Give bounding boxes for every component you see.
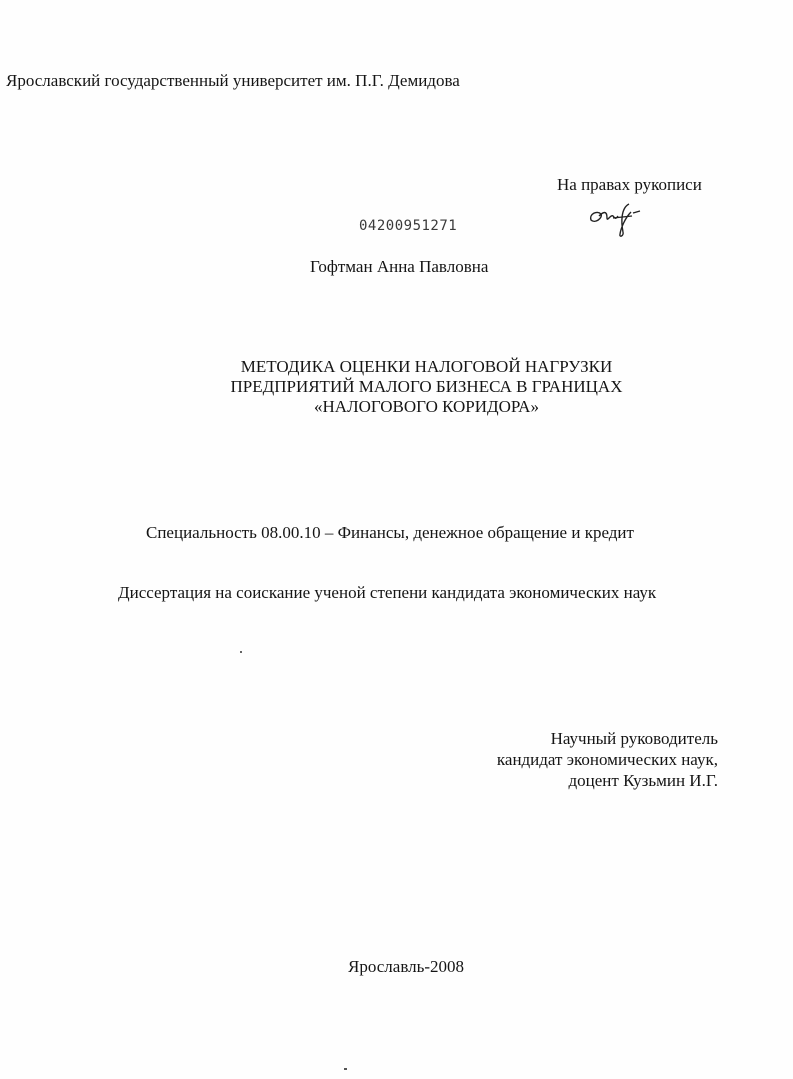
dissertation-title (30, 357, 793, 417)
advisor-block (497, 728, 718, 791)
registration-number: 04200951271 (359, 218, 458, 234)
city-year: Ярославль-2008 (348, 957, 465, 976)
university-name: Ярославский государственный университет им. П.Г. Демидова (6, 71, 460, 90)
title-line: МЕТОДИКА ОЦЕНКИ НАЛОГОВОЙ НАГРУЗКИ (240, 357, 613, 376)
advisor-line: Научный руководитель (550, 729, 718, 748)
advisor-line: доцент Кузьмин И.Г. (568, 771, 718, 790)
rights-notice: На правах рукописи (557, 175, 702, 194)
title-line: «НАЛОГОВОГО КОРИДОРА» (314, 397, 539, 416)
degree-line: Диссертация на соискание ученой степени кандидата экономических наук (118, 583, 657, 602)
author-name: Гофтман Анна Павловна (310, 257, 489, 276)
title-line: ПРЕДПРИЯТИЙ МАЛОГО БИЗНЕСА В ГРАНИЦАХ (230, 377, 623, 396)
scan-dot (240, 651, 242, 653)
specialty-line: Специальность 08.00.10 – Финансы, денежное обращение и кредит (146, 523, 634, 542)
signature-icon (585, 196, 643, 240)
advisor-line: кандидат экономических наук, (496, 750, 718, 769)
scan-speck (344, 1068, 347, 1070)
